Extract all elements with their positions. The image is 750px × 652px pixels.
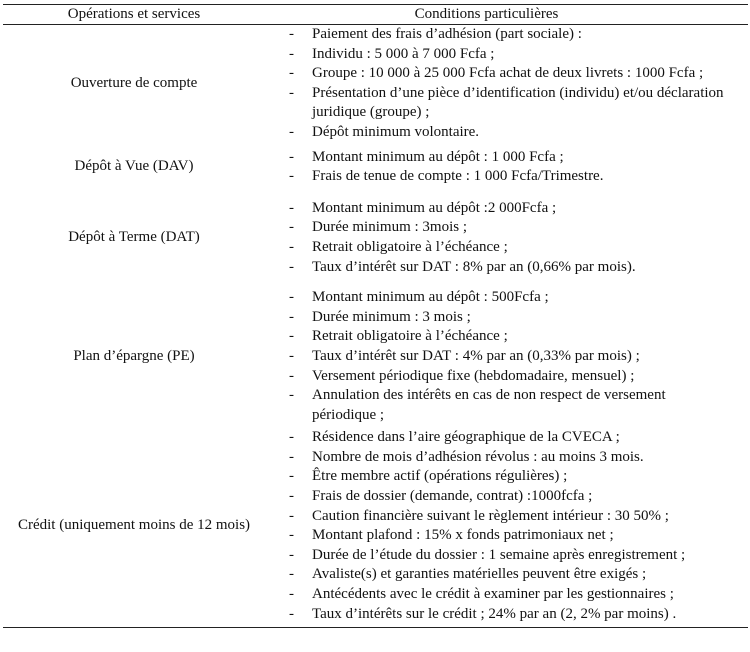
dash-bullet: - — [289, 605, 294, 622]
table-row — [3, 199, 748, 277]
dash-bullet: - — [289, 308, 294, 325]
table-row — [3, 428, 748, 624]
condition-text: Antécédents avec le crédit à examiner par les gestionnaires ; — [312, 586, 674, 603]
condition-text: Résidence dans l’aire géographique de la CVECA ; — [312, 429, 620, 446]
dash-bullet: - — [289, 387, 294, 404]
condition-text: Montant minimum au dépôt : 1 000 Fcfa ; — [312, 148, 564, 165]
condition-item — [265, 546, 748, 566]
condition-text: Groupe : 10 000 à 25 000 Fcfa achat de deux livrets : 1000 Fcfa ; — [312, 65, 704, 82]
conditions-list — [265, 199, 748, 277]
condition-text: Taux d’intérêts sur le crédit ; 24% par an (2, 2% par moins) . — [312, 605, 677, 622]
condition-text: Montant minimum au dépôt : 500Fcfa ; — [312, 289, 549, 306]
conditions-list — [265, 25, 748, 143]
operation-label: Crédit (uniquement moins de 12 mois) — [17, 517, 251, 534]
conditions-list — [265, 288, 748, 425]
dash-bullet: - — [289, 468, 294, 485]
condition-item — [265, 167, 748, 187]
dash-bullet: - — [289, 448, 294, 465]
table-row — [3, 25, 748, 143]
dash-bullet: - — [289, 546, 294, 563]
dash-bullet: - — [289, 488, 294, 505]
dash-bullet: - — [289, 238, 294, 255]
dash-bullet: - — [289, 566, 294, 583]
condition-text: Annulation des intérêts en cas de non respect de versement périodique ; — [312, 387, 666, 423]
operation-label: Dépôt à Vue (DAV) — [74, 158, 194, 175]
condition-text: Retrait obligatoire à l’échéance ; — [312, 238, 508, 255]
dash-bullet: - — [289, 586, 294, 603]
condition-item — [265, 123, 748, 143]
condition-text: Durée minimum : 3 mois ; — [312, 308, 471, 325]
condition-text: Taux d’intérêt sur DAT : 4% par an (0,33% par mois) ; — [312, 347, 640, 364]
dash-bullet: - — [289, 199, 294, 216]
condition-item — [265, 45, 748, 65]
dash-bullet: - — [289, 84, 294, 101]
condition-item — [265, 64, 748, 84]
dash-bullet: - — [289, 219, 294, 236]
condition-text: Retrait obligatoire à l’échéance ; — [312, 328, 508, 345]
condition-text: Frais de dossier (demande, contrat) :1000fcfa ; — [312, 488, 593, 505]
condition-item — [265, 199, 748, 219]
condition-text: Caution financière suivant le règlement intérieur : 30 50% ; — [312, 507, 669, 524]
condition-item — [265, 448, 748, 468]
dash-bullet: - — [289, 26, 294, 42]
condition-item — [265, 367, 748, 387]
condition-item — [265, 467, 748, 487]
dash-bullet: - — [289, 328, 294, 345]
dash-bullet: - — [289, 367, 294, 384]
condition-item — [265, 308, 748, 328]
operation-label: Plan d’épargne (PE) — [73, 347, 195, 364]
condition-text: Taux d’intérêt sur DAT : 8% par an (0,66% par mois). — [312, 258, 636, 275]
condition-text: Individu : 5 000 à 7 000 Fcfa ; — [312, 45, 495, 62]
dash-bullet: - — [289, 45, 294, 62]
operation-label: Dépôt à Terme (DAT) — [68, 229, 200, 246]
condition-item — [265, 84, 748, 123]
condition-item — [265, 327, 748, 347]
operation-label: Ouverture de compte — [70, 74, 198, 91]
condition-item — [265, 507, 748, 527]
condition-text: Montant minimum au dépôt :2 000Fcfa ; — [312, 199, 557, 216]
dash-bullet: - — [289, 168, 294, 185]
table-bottom-rule — [3, 627, 748, 628]
dash-bullet: - — [289, 527, 294, 544]
condition-item — [265, 487, 748, 507]
condition-item — [265, 347, 748, 367]
conditions-list — [265, 428, 748, 624]
dash-bullet: - — [289, 507, 294, 524]
table-row — [3, 148, 748, 187]
conditions-list — [265, 148, 748, 187]
condition-item — [265, 218, 748, 238]
condition-text: Frais de tenue de compte : 1 000 Fcfa/Trimestre. — [312, 168, 604, 185]
condition-text: Durée minimum : 3mois ; — [312, 219, 467, 236]
dash-bullet: - — [289, 258, 294, 275]
dash-bullet: - — [289, 289, 294, 306]
condition-item — [265, 386, 748, 425]
condition-item — [265, 258, 748, 278]
condition-item — [265, 565, 748, 585]
conditions-table — [3, 4, 748, 628]
condition-text: Montant plafond : 15% x fonds patrimoniaux net ; — [312, 527, 614, 544]
condition-text: Versement périodique fixe (hebdomadaire, mensuel) ; — [312, 367, 635, 384]
dash-bullet: - — [289, 123, 294, 140]
table-body — [3, 25, 748, 627]
dash-bullet: - — [289, 148, 294, 165]
condition-text: Dépôt minimum volontaire. — [312, 123, 480, 140]
condition-item — [265, 238, 748, 258]
dash-bullet: - — [289, 429, 294, 446]
condition-item — [265, 526, 748, 546]
condition-text: Avaliste(s) et garanties matérielles peuvent être exigés ; — [312, 566, 647, 583]
condition-item — [265, 148, 748, 168]
condition-text: Paiement des frais d’adhésion (part sociale) : — [312, 26, 582, 42]
dash-bullet: - — [289, 65, 294, 82]
header-conditions: Conditions particulières — [414, 6, 559, 22]
condition-text: Nombre de mois d’adhésion révolus : au moins 3 mois. — [312, 448, 644, 465]
condition-item — [265, 288, 748, 308]
condition-item — [265, 585, 748, 605]
condition-text: Être membre actif (opérations régulières) ; — [312, 468, 568, 485]
condition-item — [265, 428, 748, 448]
condition-item — [265, 605, 748, 625]
condition-text: Présentation d’une pièce d’identification (individu) et/ou déclaration juridique (groupe) ; — [312, 84, 724, 121]
dash-bullet: - — [289, 347, 294, 364]
header-operations: Opérations et services — [67, 6, 201, 22]
condition-item — [265, 25, 748, 45]
condition-text: Durée de l’étude du dossier : 1 semaine après enregistrement ; — [312, 546, 686, 563]
table-header — [3, 5, 748, 25]
table-row — [3, 288, 748, 425]
